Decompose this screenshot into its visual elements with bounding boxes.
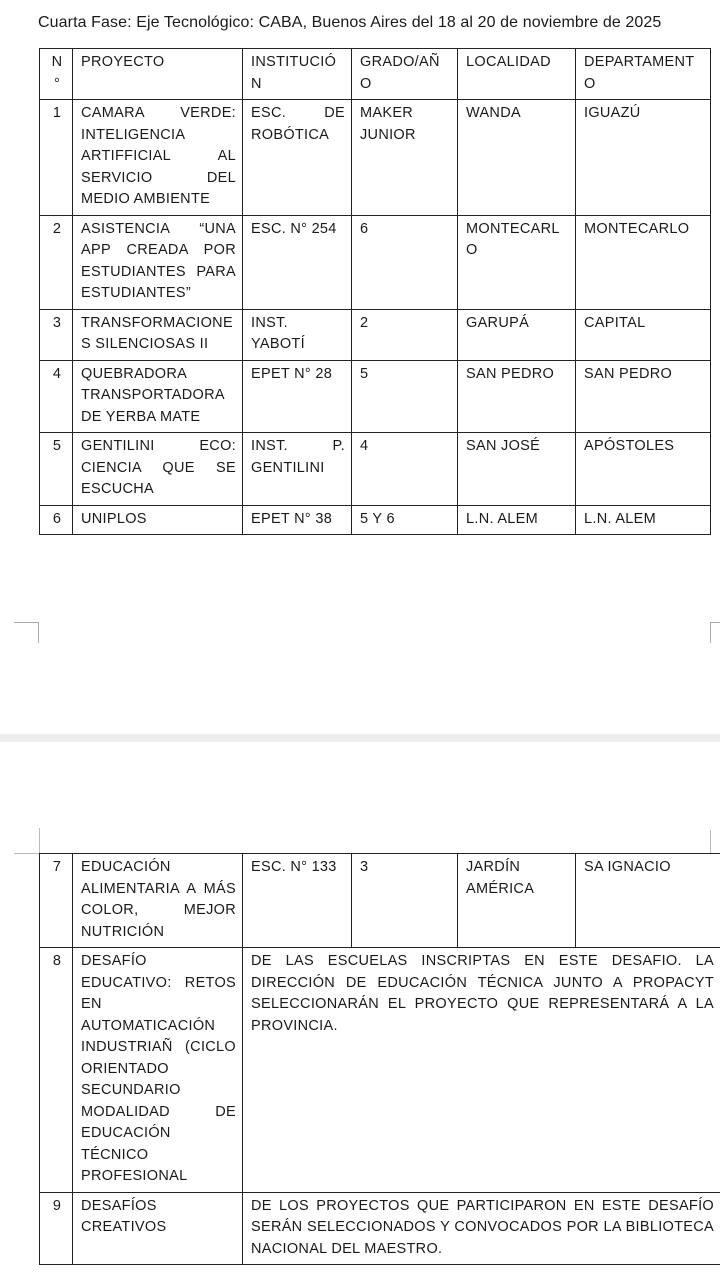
header-localidad: LOCALIDAD [458, 49, 576, 100]
table-header-row [40, 49, 711, 100]
row-localidad: JARDÍN AMÉRICA [458, 854, 576, 948]
header-num: N ° [40, 49, 73, 100]
margin-guide-right [710, 830, 711, 854]
row-grado: 2 [352, 309, 458, 360]
row-note: DE LOS PROYECTOS QUE PARTICIPARON EN ESTE DESAFÍO SERÁN SELECCIONADOS Y CONVOCADOS POR LA BIBLIOTECA NACIONAL DEL MAESTRO. [243, 1192, 720, 1265]
row-num: 2 [40, 215, 73, 309]
row-institucion: EPET N° 28 [243, 360, 352, 433]
row-proyecto: ASISTENCIA “UNA APP CREADA POR ESTUDIANTES PARA ESTUDIANTES” [73, 215, 243, 309]
row-departamento: MONTECARLO [576, 215, 711, 309]
margin-guide-top [14, 853, 40, 854]
row-departamento: SA IGNACIO [576, 854, 720, 948]
row-num: 4 [40, 360, 73, 433]
header-grado: GRADO/AÑO [352, 49, 458, 100]
table-row [40, 1192, 720, 1265]
row-departamento: L.N. ALEM [576, 505, 711, 535]
row-proyecto: TRANSFORMACIONES SILENCIOSAS II [73, 309, 243, 360]
row-departamento: IGUAZÚ [576, 100, 711, 216]
row-departamento: SAN PEDRO [576, 360, 711, 433]
margin-guide-left [39, 828, 40, 854]
row-localidad: WANDA [458, 100, 576, 216]
row-localidad: L.N. ALEM [458, 505, 576, 535]
row-num: 8 [40, 948, 73, 1193]
table-row [40, 433, 711, 506]
table-row [40, 505, 711, 535]
row-grado: 5 [352, 360, 458, 433]
row-num: 3 [40, 309, 73, 360]
row-institucion: INST. YABOTÍ [243, 309, 352, 360]
row-proyecto: QUEBRADORA TRANSPORTADORA DE YERBA MATE [73, 360, 243, 433]
table-row [40, 215, 711, 309]
projects-table-continued [39, 853, 720, 1265]
page-title: Cuarta Fase: Eje Tecnológico: CABA, Buenos Aires del 18 al 20 de noviembre de 2025 [38, 14, 662, 31]
page-corner-mark-right [710, 622, 720, 643]
row-institucion: INST. P. GENTILINI [243, 433, 352, 506]
row-localidad: SAN PEDRO [458, 360, 576, 433]
header-institucion: INSTITUCIÓN [243, 49, 352, 100]
table-row [40, 100, 711, 216]
row-num: 5 [40, 433, 73, 506]
projects-table [39, 48, 711, 535]
table-row [40, 854, 720, 948]
row-num: 9 [40, 1192, 73, 1265]
row-proyecto: EDUCACIÓN ALIMENTARIA A MÁS COLOR, MEJOR NUTRICIÓN [73, 854, 243, 948]
row-proyecto: GENTILINI ECO: CIENCIA QUE SE ESCUCHA [73, 433, 243, 506]
table-row [40, 309, 711, 360]
row-localidad: SAN JOSÉ [458, 433, 576, 506]
page-corner-mark-left [14, 622, 39, 643]
page-break [0, 734, 720, 742]
row-grado: 4 [352, 433, 458, 506]
row-departamento: CAPITAL [576, 309, 711, 360]
row-institucion: ESC. N° 254 [243, 215, 352, 309]
row-num: 6 [40, 505, 73, 535]
row-note: DE LAS ESCUELAS INSCRIPTAS EN ESTE DESAFIO. LA DIRECCIÓN DE EDUCACIÓN TÉCNICA JUNTO A PROPACYT SELECCIONARÁN EL PROYECTO QUE REPRESENTARÁ A LA PROVINCIA. [243, 948, 720, 1193]
row-num: 7 [40, 854, 73, 948]
row-proyecto: DESAFÍOS CREATIVOS [73, 1192, 243, 1265]
row-num: 1 [40, 100, 73, 216]
row-grado: 6 [352, 215, 458, 309]
row-grado: 3 [352, 854, 458, 948]
row-proyecto: CAMARA VERDE: INTELIGENCIA ARTIFFICIAL AL SERVICIO DEL MEDIO AMBIENTE [73, 100, 243, 216]
header-proyecto: PROYECTO [73, 49, 243, 100]
table-row [40, 948, 720, 1193]
header-departamento: DEPARTAMENTO [576, 49, 711, 100]
row-proyecto: DESAFÍO EDUCATIVO: RETOS EN AUTOMATICACIÓN INDUSTRIAÑ (CICLO ORIENTADO SECUNDARIO MODALIDAD DE EDUCACIÓN TÉCNICO PROFESIONAL [73, 948, 243, 1193]
table-row [40, 360, 711, 433]
row-institucion: ESC. N° 133 [243, 854, 352, 948]
row-institucion: EPET N° 38 [243, 505, 352, 535]
row-institucion: ESC. DE ROBÓTICA [243, 100, 352, 216]
row-proyecto: UNIPLOS [73, 505, 243, 535]
row-localidad: GARUPÁ [458, 309, 576, 360]
row-localidad: MONTECARLO [458, 215, 576, 309]
row-grado: MAKER JUNIOR [352, 100, 458, 216]
row-departamento: APÓSTOLES [576, 433, 711, 506]
row-grado: 5 Y 6 [352, 505, 458, 535]
